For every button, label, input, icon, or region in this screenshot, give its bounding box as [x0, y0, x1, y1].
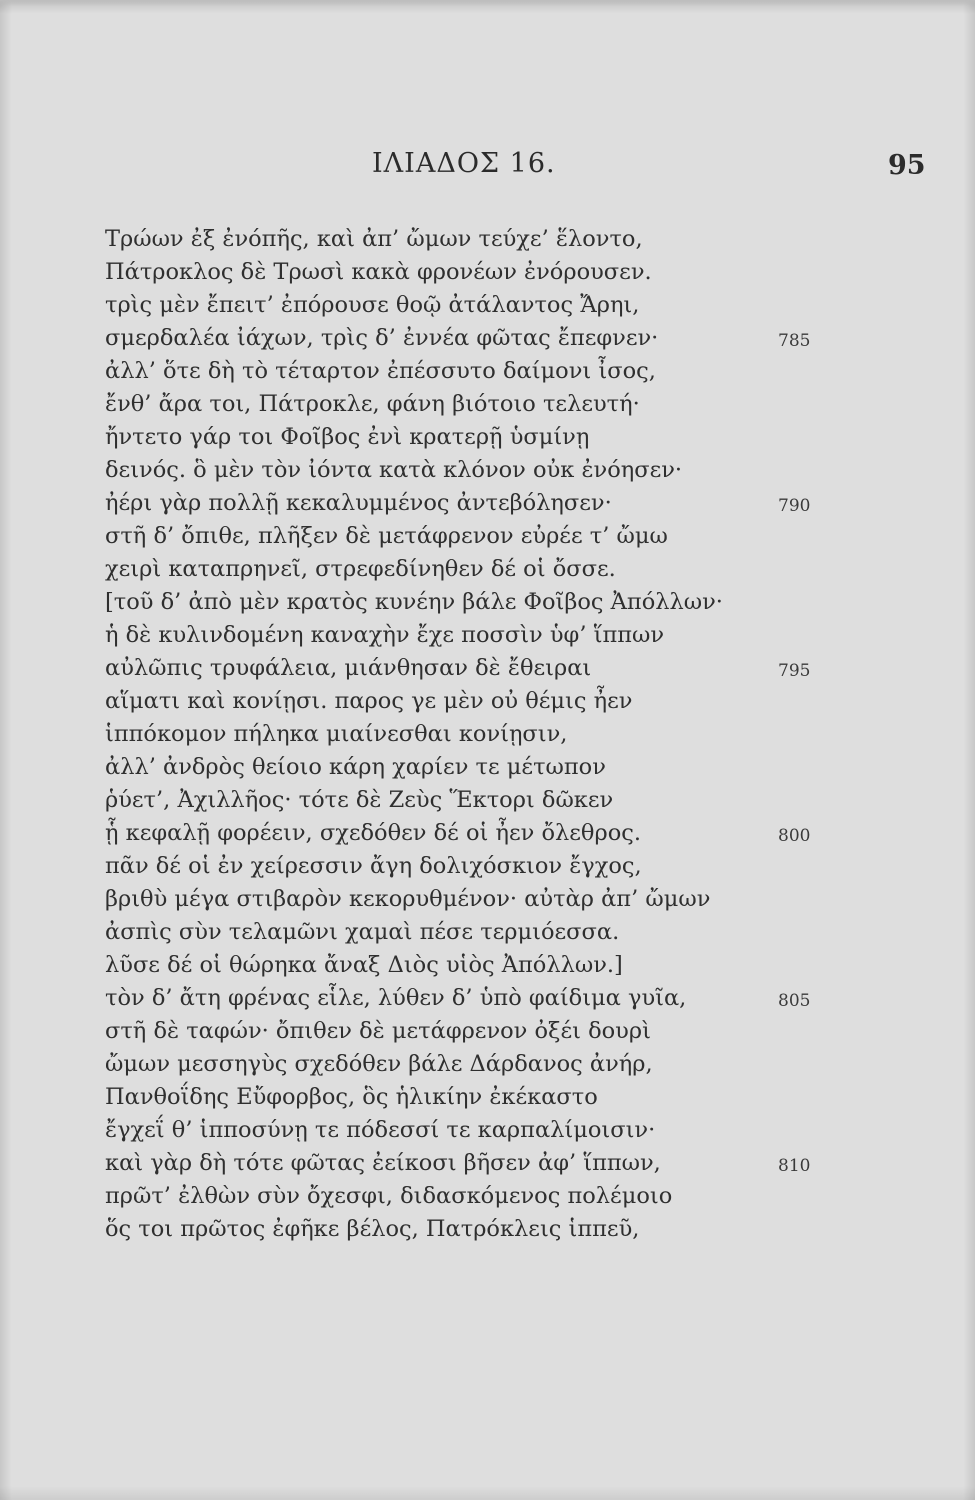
verse-line: ἔγχεΐ θ’ ἱπποσύνῃ τε πόδεσσί τε καρπαλίμοισιν·	[105, 1117, 656, 1143]
verse-line: πᾶν δέ οἱ ἐν χείρεσσιν ἄγη δολιχόσκιον ἔγχος,	[105, 853, 642, 879]
page-number: 95	[888, 150, 926, 181]
verse-line: ῥύετ’, Ἀχιλλῆος· τότε δὲ Ζεὺς Ἕκτορι δῶκεν	[105, 787, 614, 813]
verse-line: ἤντετο γάρ τοι Φοῖβος ἐνὶ κρατερῇ ὑσμίνῃ	[105, 424, 590, 450]
verse-line: ὤμων μεσσηγὺς σχεδόθεν βάλε Δάρδανος ἀνήρ,	[105, 1051, 653, 1077]
verse-line: Τρώων ἐξ ἐνόπῆς, καὶ ἀπ’ ὤμων τεύχε’ ἕλοντο,	[105, 226, 643, 252]
verse-line: Πάτροκλος δὲ Τρωσὶ κακὰ φρονέων ἐνόρουσεν.	[105, 259, 652, 285]
line-number: 795	[778, 661, 811, 681]
verse-line: στῆ δ’ ὄπιθε, πλῆξεν δὲ μετάφρενον εὐρέε τ’ ὤμω	[105, 523, 668, 549]
verse-line: βριθὺ μέγα στιβαρὸν κεκορυθμένον· αὐτὰρ ἀπ’ ὤμων	[105, 886, 711, 912]
verse-line: [τοῦ δ’ ἀπὸ μὲν κρατὸς κυνέην βάλε Φοῖβος Ἀπόλλων·	[105, 589, 723, 615]
line-number: 800	[778, 826, 811, 846]
verse-line: ἔνθ’ ἄρα τοι, Πάτροκλε, φάνη βιότοιο τελευτή·	[105, 391, 640, 417]
verse-line: σμερδαλέα ἰάχων, τρὶς δ’ ἐννέα φῶτας ἔπεφνεν·	[105, 325, 659, 351]
verse-line: πρῶτ’ ἐλθὼν σὺν ὄχεσφι, διδασκόμενος πολέμοιο	[105, 1183, 673, 1209]
line-number: 810	[778, 1156, 811, 1176]
verse-line: ἀσπὶς σὺν τελαμῶνι χαμαὶ πέσε τερμιόεσσα.	[105, 919, 620, 945]
verse-line: ἡ δὲ κυλινδομένη καναχὴν ἔχε ποσσὶν ὑφ’ ἵππων	[105, 622, 665, 648]
verse-line: χειρὶ καταπρηνεῖ, στρεφεδίνηθεν δέ οἱ ὄσσε.	[105, 556, 616, 582]
verse-line: ἱππόκομον πήληκα μιαίνεσθαι κονίῃσιν,	[105, 721, 568, 747]
verse-line: ἀλλ’ ὅτε δὴ τὸ τέταρτον ἐπέσσυτο δαίμονι ἶσος,	[105, 358, 656, 384]
verse-line: καὶ γὰρ δὴ τότε φῶτας ἐείκοσι βῆσεν ἀφ’ ἵππων,	[105, 1150, 661, 1176]
verse-line: ᾗ κεφαλῇ φορέειν, σχεδόθεν δέ οἱ ἦεν ὄλεθρος.	[105, 820, 641, 846]
verse-line: τὸν δ’ ἄτη φρένας εἷλε, λύθεν δ’ ὑπὸ φαίδιμα γυῖα,	[105, 985, 687, 1011]
verse-line: στῆ δὲ ταφών· ὄπιθεν δὲ μετάφρενον ὀξέι δουρὶ	[105, 1018, 651, 1044]
verse-line: ἠέρι γὰρ πολλῇ κεκαλυμμένος ἀντεβόλησεν·	[105, 490, 612, 516]
line-number: 790	[778, 496, 811, 516]
running-head: ΙΛΙΑΔΟΣ 16.	[372, 148, 556, 179]
line-number: 805	[778, 991, 811, 1011]
verse-line: Πανθοΐδης Εὔφορβος, ὃς ἡλικίην ἐκέκαστο	[105, 1084, 598, 1110]
page-top-edge	[0, 0, 975, 6]
verse-line: ἀλλ’ ἀνδρὸς θείοιο κάρη χαρίεν τε μέτωπον	[105, 754, 606, 780]
verse-line: λῦσε δέ οἱ θώρηκα ἄναξ Διὸς υἱὸς Ἀπόλλων.]	[105, 952, 623, 978]
verse-line: τρὶς μὲν ἔπειτ’ ἐπόρουσε θοῷ ἀτάλαντος Ἄρηι,	[105, 292, 640, 318]
verse-line: δεινός. ὃ μὲν τὸν ἰόντα κατὰ κλόνον οὐκ ἐνόησεν·	[105, 457, 683, 483]
verse-line: αὐλῶπις τρυφάλεια, μιάνθησαν δὲ ἔθειραι	[105, 655, 592, 681]
line-number: 785	[778, 331, 811, 351]
verse-line: αἵματι καὶ κονίῃσι. παρος γε μὲν οὐ θέμις ἦεν	[105, 688, 633, 714]
verse-line: ὅς τοι πρῶτος ἐφῆκε βέλος, Πατρόκλεις ἱππεῦ,	[105, 1216, 640, 1242]
